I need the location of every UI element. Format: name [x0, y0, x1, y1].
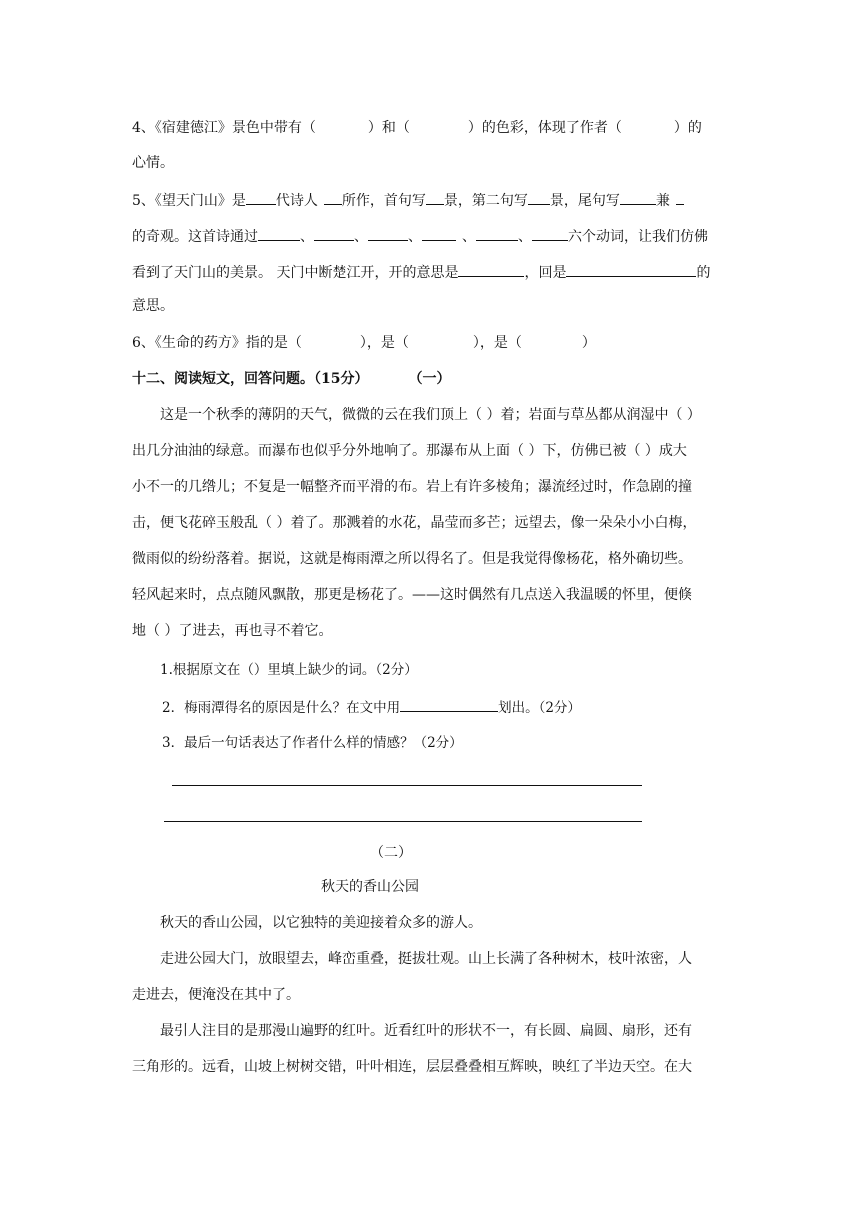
- blank: [532, 225, 568, 241]
- passage-2-paragraph-3-line: 最引人注目的是那漫山遍野的红叶。近看红叶的形状不一，有长圆、扁圆、扇形，还有: [160, 1023, 692, 1039]
- passage-2-paragraph-2-line: 走进去，便淹没在其中了。: [132, 987, 300, 1003]
- answer-line: [172, 785, 642, 786]
- question-5-line-3: 看到了天门山的美景。 天门中断楚江开，开的意思是 ，回是 的: [132, 261, 710, 281]
- answer-line: [164, 821, 642, 822]
- passage-1-line: 微雨似的纷纷落着。据说，这就是梅雨潭之所以得名了。但是我觉得像杨花，格外确切些。: [132, 551, 692, 567]
- passage-1-question-3: 3．最后一句话表达了作者什么样的情感？（2分）: [162, 735, 463, 751]
- blank: [324, 189, 342, 205]
- blank: [620, 189, 656, 205]
- passage-1-line: 这是一个秋季的薄阴的天气，微微的云在我们顶上（ ）着；岩面与草丛都从润湿中（ ）: [160, 407, 701, 423]
- passage-1-question-2: 2．梅雨潭得名的原因是什么？在文中用 划出。（2分）: [162, 696, 581, 716]
- passage-1-question-1: 1.根据原文在（）里填上缺少的词。（2分）: [160, 662, 418, 678]
- blank: [368, 225, 408, 241]
- question-5-line-1: 5、《望天门山》是 代诗人 所作，首句写 景，第二句写 景，尾句写 兼: [132, 189, 684, 209]
- part-2-label: （二）: [370, 845, 412, 861]
- passage-1-line: 地（ ）了进去，再也寻不着它。: [132, 623, 333, 639]
- passage-2-paragraph-3-line: 三角形的。远看，山坡上树树交错，叶叶相连，层层叠叠相互辉映，映红了半边天空。在大: [132, 1059, 692, 1075]
- passage-1-line: 轻风起来时，点点随风飘散，那更是杨花了。——这时偶然有几点送入我温暖的怀里，便倏: [132, 587, 692, 603]
- question-4-line-1: 4、《宿建德江》景色中带有（ ）和（ ）的色彩，体现了作者（ ）的: [132, 120, 702, 136]
- blank: [400, 696, 498, 712]
- passage-2-paragraph-1: 秋天的香山公园，以它独特的美迎接着众多的游人。: [160, 915, 482, 931]
- passage-1-line: 出几分油油的绿意。而瀑布也似乎分外地响了。那瀑布从上面（ ）下，仿佛已被（ ）成大: [132, 443, 687, 459]
- blank: [566, 261, 696, 277]
- section-12-heading: 十二、阅读短文，回答问题。（15分） （一）: [132, 371, 451, 387]
- passage-1-line: 小不一的几绺儿；不复是一幅整齐而平滑的布。岩上有许多棱角；瀑流经过时，作急剧的撞: [132, 479, 692, 495]
- blank: [246, 189, 276, 205]
- question-6: 6、《生命的药方》指的是（ ），是（ ），是（ ）: [132, 335, 596, 351]
- blank: [476, 225, 518, 241]
- blank: [422, 225, 456, 241]
- passage-2-paragraph-2-line: 走进公园大门，放眼望去，峰峦重叠，挺拔壮观。山上长满了各种树木，枝叶浓密，人: [160, 951, 692, 967]
- question-5-line-4: 意思。: [132, 298, 174, 314]
- passage-2-title: 秋天的香山公园: [321, 879, 419, 895]
- question-4-line-2: 心情。: [132, 155, 174, 171]
- blank: [676, 189, 684, 205]
- question-5-line-2: 的奇观。这首诗通过 、 、 、 、 、 六个动词，让我们仿佛: [132, 225, 708, 245]
- blank: [458, 261, 524, 277]
- blank: [426, 189, 444, 205]
- blank: [258, 225, 300, 241]
- blank: [314, 225, 354, 241]
- passage-1-line: 击，便飞花碎玉般乱（ ）着了。那溅着的水花，晶莹而多芒；远望去，像一朵朵小小白梅，: [132, 515, 697, 531]
- blank: [528, 189, 550, 205]
